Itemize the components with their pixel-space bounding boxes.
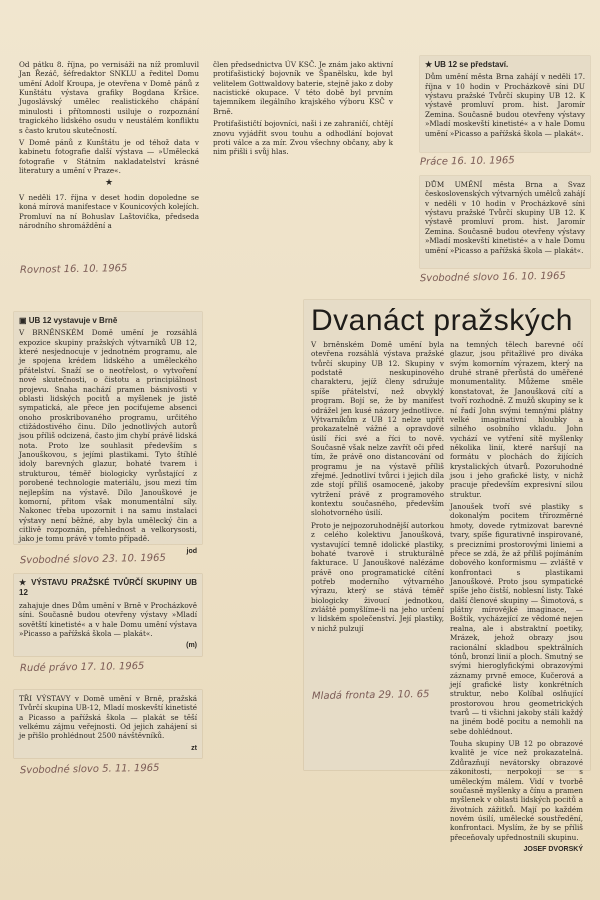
paragraph: Od pátku 8. října, po vernisáži na níž promluvil Jan Řezáč, šéfredaktor SNKLU a ředitel Domu umění Adolf Kroupa, je otevřena v Domě pánů z Kunštátu výstava grafiky Bogdana Kršice. Jugoslávský umělec realistického chápání minulosti i přítomnosti usiluje o rozpoznání tragického lidského osudu v neustálém konfliktu s často krutou skutečností. xyxy=(19,60,199,135)
paragraph: DŮM UMĚNÍ města Brna a Svaz československých výtvarných umělců zahájí v neděli v 10 hodin v Procházkově síni výstavu pražské Tvůrčí skupiny UB 12. K výstavě promluví prom. hist. Jaromír Zemina. Současně budou otevřeny výstavy »Mladí moskevští kinetisté« a v hale Domu umění »Picasso a pařížská škola — plakát«. xyxy=(425,180,585,255)
paragraph: TŘI VÝSTAVY v Domě umění v Brně, pražská Tvůrčí skupina UB-12, Mladí moskevští kinetisté a Picasso a pařížská škola — plakát se těší velkému zájmu veřejnosti. Od jejich zahájení si je přišlo prohlédnout 2500 návštěvníků. xyxy=(19,694,197,741)
paragraph: Dům umění města Brna zahájí v neděli 17. října v 10 hodin v Procházkově síni DU výstavu pražské Tvůrčí skupiny UB 12. K výstavě promluví prom. hist. Jaromír Zemina. Současně budou otevřeny výstavy »Mladí moskevští kinetisté« a v hale Domu umění »Picasso a pařížská škola — plakát«. xyxy=(425,72,585,138)
paragraph: člen předsednictva ÚV KSČ. Je znám jako aktivní protifašistický bojovník ve Španělsku, kde byl velitelem Gottwaldovy baterie, stejně jako z doby nacistické okupace. V této době byl prvním tajemníkem ilegálního krajského výboru KSČ v Brně. xyxy=(213,60,393,116)
article-column-left xyxy=(311,340,444,854)
paragraph: V brněnském Domě umění byla otevřena rozsáhlá výstava pražské tvůrčí skupiny UB 12. Skupiny v podstatě neskupinového charakteru, jejíž členy sdružuje spíše přátelství, než obvyklý program. Bojí se, že by manifest odrážel jen kusé názory jednotlivce. Výtvarníkům z UB 12 nelze upřít prokazatelně vážné a opravdové úsilí říci své a říci to nově. Současně však nelze zavřít oči před tím, že právě ono distancování od programu je na výstavě příliš zřejmé. Jednotliví tvůrci i jejich díla zde stojí příliš osamoceně, jakoby vytržení právě z programového kontextu současného, především slohotvorného úsilí. xyxy=(311,340,444,518)
paragraph: Protifašističtí bojovníci, naši i ze zahraničí, chtějí znovu vyjádřit svou touhu a odhodlání bojovat proti válce a za mír. Zvou všechny občany, aby k nim přišli i svůj hlas. xyxy=(213,119,393,157)
clipping-ub12-exhibits-brno xyxy=(14,312,202,555)
handwritten-source-note: Svobodné slovo 5. 11. 1965 xyxy=(19,762,160,777)
handwritten-source-note: Práce 16. 10. 1965 xyxy=(419,155,515,168)
clipping-peace-rally xyxy=(208,56,398,206)
clipping-heading: ★ VÝSTAVU PRAŽSKÉ TVŮRČÍ SKUPINY UB 12 xyxy=(19,578,197,598)
paragraph: na temných tělech barevné očí glazur, jsou přitažlivé pro diváka svým komorním výrazem, který na druhé straně přerůstá do uměřené monumentality. Můžeme směle konstatovat, že Janoušková cítí a tvoří rozhodně. Z mužů skupiny se k ní řadí John svými temnými plátny velké imaginativní hloubky a silného osobního vkladu. John vychází ve vytření sítě myšlenky několika linií, které naršují na formátu v plochách do žijících krystalických útvarů. Pozoruhodné jsou i jeho grafické listy, v nichž pracuje především expresivní silou struktur. xyxy=(450,340,583,499)
article-column-right xyxy=(450,340,583,854)
article-title: Dvanáct pražských xyxy=(311,304,573,337)
clipping-dum-umeni xyxy=(420,176,590,268)
paragraph: Proto je nejpozoruhodnější autorkou z celého kolektivu Janoušková, vystavující temně idolické plastiky, bohaté tvarově i strukturálně fakturace. U Janouškové nalézáme právě ono programatické cítění potřeb moderního výtvarného výrazu, který se stává téměř biologicky živoucí jednotkou, zvláště pomyšlíme-li na jeho určení v lidském společenství. Její plastiky, v nichž pulzují xyxy=(311,520,444,633)
author-signature: zt xyxy=(191,744,197,752)
article-columns xyxy=(311,340,583,854)
clipping-ub12-presents xyxy=(420,56,590,152)
clipping-three-exhibitions xyxy=(14,690,202,758)
paragraph: V BRNĚNSKÉM Domě umění je rozsáhlá expozice skupiny pražských výtvarníků UB 12, které nesjednocuje v jednotném programu, ale je spojena krédem lidského a uměleckého přátelství. Snaží se o neotřelost, o vytvoření nové skutečnosti, o čistotu a principiálnost projevu. Snaha nachází pramen básnivosti v oblasti lidských pocitů a myšlenek je jistě sympatická, ale přece jen pociťujeme absenci onoho proskribovaného programu, určitého ctižádostivého činu. Dílo jednotlivých autorů jsou příliš odcizená, často jim chybí právě lidská nota. Proto lze souhlasit především s Janouškovou, s jejími plastikami. Tyto štíhlé idoly barevných glazur, bohaté tvarem i strukturou, téměř biologicky vyrůstající z porobené technologie materiálu, jsou mezi tím nejlepším na výstavě. Dílo Janouškové je komorní, přitom však monumentální síly. Nakonec třeba upozornit i na samu instalaci výstavy není běžné, aby byla umělecký čin a citlivě rozpoznán, přehlednost a velkorysosti, jako je tomu právě v tomto případě. xyxy=(19,328,197,544)
paragraph: V neděli 17. října v deset hodin dopoledne se koná mírová manifestace v Kounicových kolejích. Promluví na ní Bohuslav Laštovička, předseda národního shromáždění a xyxy=(19,193,199,231)
author-signature: (m) xyxy=(186,642,197,650)
handwritten-source-note: Svobodné slovo 23. 10. 1965 xyxy=(19,552,166,567)
handwritten-source-note: Rovnost 16. 10. 1965 xyxy=(19,263,128,276)
handwritten-source-note: Rudé právo 17. 10. 1965 xyxy=(19,660,145,675)
paragraph: zahajuje dnes Dům umění v Brně v Procházkově síni. Současně budou otevřeny výstavy »Mladí sovětští kinetisté« a v hale Domu umění výstava »Picasso a pařížská škola — plakát«. xyxy=(19,600,197,638)
paragraph: Janoušek tvoří své plastiky s dokonalým pocitem třírozměrné hmoty, dovede rytmizovat barevné tvary, spíše figurativně inspirované, s precizními prostorovými liniemi a přece se zdá, že až příliš pojímáním dobového konformismu — zvláště v konfrontaci s plastikami Janouškové. Proto jsou sympatické spíše jeho čistší, noblesní listy. Také další členové skupiny — Šimotová, s plátny mírovějké imaginace, — Boštík, vycházející ze vědomé nejen realna, ale i abstraktní poetiky, Mrázek, jehož obrazy jsou racionální skladbou spektrálních tónů, bronzí linií a ploch. Smutný se svými hieroglyfickými obrazovými záznamy prvně emoce, Kučerová a její grafické listy konkrétních struktur, nebo Kolíbal oslňující prostorovou hrou geometrických tvarů — ti všichni jakoby stáli každý na jiném bodě pocitu a nemohli na sebe dohlédnout. xyxy=(450,502,583,736)
clipping-heading: ★ UB 12 se představí. xyxy=(425,60,509,69)
clipping-heading: ▣ UB 12 vystavuje v Brně xyxy=(19,316,118,325)
handwritten-source-note: Mladá fronta 29. 10. 65 xyxy=(311,688,430,703)
paragraph: Touha skupiny UB 12 po obrazové kvalitě je více než prokazatelná. Zdůrazňují nevátorsky obrazové zákonitosti, nerpokojí se s uměleckým málem. Vidí v tvorbě současně myšlenky a čínu a pramen myšlenek v oblasti lidských pocitů a životních zážitků. Mají po každém novém úsilí, umělecké soustředění, konfrontaci. Myslím, že by se příliš přeceňovaly upřednostnili skupinu. xyxy=(450,739,583,842)
handwritten-source-note: Svobodné slovo 16. 10. 1965 xyxy=(419,270,566,285)
clipping-kunstat-exhibitions xyxy=(14,56,204,252)
author-signature: jod xyxy=(186,547,197,555)
clipping-vystavu-prazske xyxy=(14,574,202,656)
star-separator: ★ xyxy=(104,178,114,189)
paragraph: V Domě pánů z Kunštátu je od téhož data v kabinetu fotografie další výstava — »Umělecká fotografie v Státním nakladatelství krásné literatury a umění v Praze«. xyxy=(19,137,199,175)
author-signature: JOSEF DVORSKÝ xyxy=(523,846,583,854)
